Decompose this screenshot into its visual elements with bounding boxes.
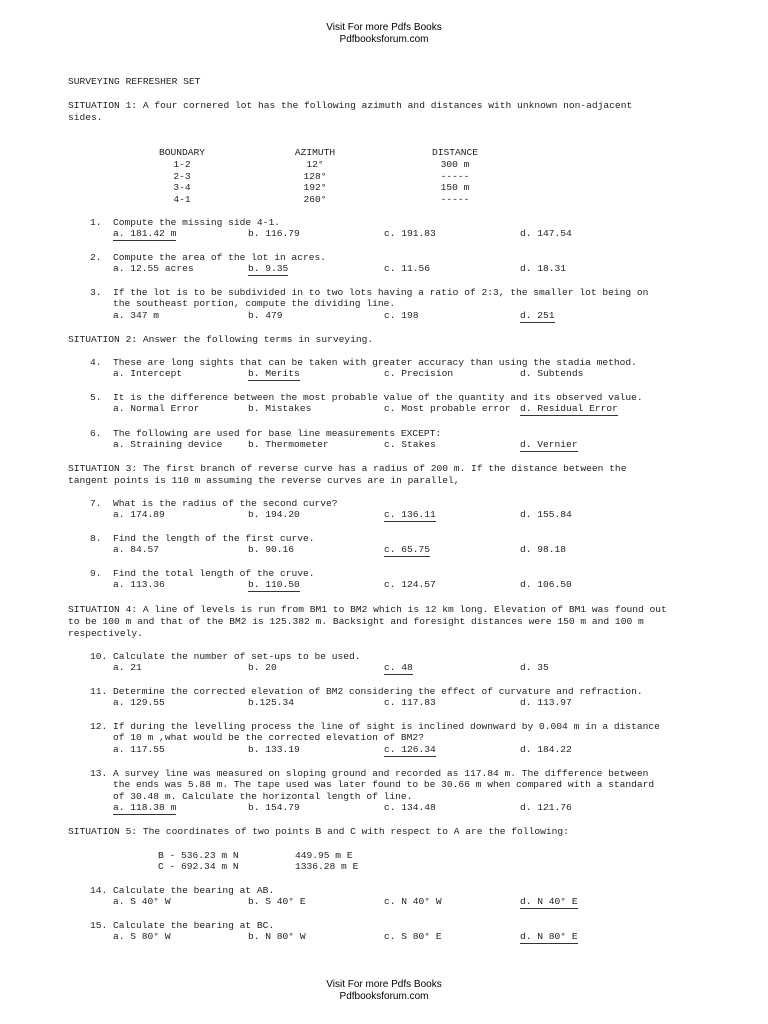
question-text-cont: of 30.48 m. Calculate the horizontal length of line. (113, 791, 413, 802)
choice-d: d. 106.50 (520, 579, 572, 590)
question-number: 2. (90, 252, 102, 263)
choice-a-answer: a. 181.42 m (113, 228, 177, 239)
choice-c: c. 198 (384, 310, 419, 321)
question-number: 11. (90, 686, 108, 697)
question-number: 12. (90, 721, 108, 732)
table-header-distance: DISTANCE (431, 147, 479, 158)
header-line-1: Visit For more Pdfs Books (326, 22, 442, 33)
choice-a: a. 129.55 (113, 697, 165, 708)
choice-a: a. 84.57 (113, 544, 160, 555)
choice-b: b. N 80° W (248, 931, 306, 942)
situation-1-text: SITUATION 1: A four cornered lot has the following azimuth and distances with unknown non-adjacent (68, 100, 633, 111)
choice-a-answer: a. 118.38 m (113, 802, 177, 813)
choice-c-answer: c. 65.75 (384, 544, 431, 555)
choice-c: c. 124.57 (384, 579, 436, 590)
choice-d: d. 35 (520, 662, 549, 673)
choice-d-answer: d. N 80° E (520, 931, 578, 942)
question-number: 14. (90, 885, 108, 896)
question-text: Compute the area of the lot in acres. (113, 252, 327, 263)
choice-a: a. Straining device (113, 439, 223, 450)
choice-a: a. 174.89 (113, 509, 165, 520)
coordinate-c-east: 1336.28 m E (295, 861, 359, 872)
choice-d-answer: d. 251 (520, 310, 555, 321)
question-text: What is the radius of the second curve? (113, 498, 338, 509)
table-cell: ----- (440, 194, 470, 205)
choice-c: c. Precision (384, 368, 454, 379)
question-text: Determine the corrected elevation of BM2 considering the effect of curvature and refraction. (113, 686, 643, 697)
situation-1-text-cont: sides. (68, 112, 103, 123)
choice-b: b. S 40° E (248, 896, 306, 907)
situation-2-text: SITUATION 2: Answer the following terms in surveying. (68, 334, 374, 345)
question-text: Compute the missing side 4-1. (113, 217, 280, 228)
choice-b: b. 194.20 (248, 509, 300, 520)
question-text: A survey line was measured on sloping ground and recorded as 117.84 m. The difference between (113, 768, 649, 779)
table-cell: ----- (440, 171, 470, 182)
question-number: 7. (90, 498, 102, 509)
question-number: 10. (90, 651, 108, 662)
question-number: 15. (90, 920, 108, 931)
choice-b: b. 116.79 (248, 228, 300, 239)
choice-b-answer: b. 110.50 (248, 579, 300, 590)
choice-a: a. 347 m (113, 310, 160, 321)
question-number: 4. (90, 357, 102, 368)
coordinate-b-north: B - 536.23 m N (158, 850, 239, 861)
table-cell: 128° (303, 171, 327, 182)
question-number: 1. (90, 217, 102, 228)
choice-c: c. Stakes (384, 439, 436, 450)
choice-b-answer: b. Merits (248, 368, 300, 379)
question-text: If during the levelling process the line of sight is inclined downward by 0.004 m in a distance (113, 721, 660, 732)
question-number: 13. (90, 768, 108, 779)
table-header-boundary: BOUNDARY (158, 147, 206, 158)
table-cell: 2-3 (173, 171, 191, 182)
table-cell: 192° (303, 182, 327, 193)
choice-d: d. 18.31 (520, 263, 567, 274)
question-number: 9. (90, 568, 102, 579)
question-text: Calculate the bearing at BC. (113, 920, 275, 931)
choice-d: d. 155.84 (520, 509, 572, 520)
table-cell: 12° (306, 159, 324, 170)
choice-b: b.125.34 (248, 697, 295, 708)
question-number: 3. (90, 287, 102, 298)
header-line-2: Pdfbooksforum.com (339, 34, 429, 45)
question-text-cont: of 10 m ,what would be the corrected elevation of BM2? (113, 732, 424, 743)
question-text: Calculate the bearing at AB. (113, 885, 275, 896)
choice-d-answer: d. Residual Error (520, 403, 618, 414)
question-number: 8. (90, 533, 102, 544)
question-number: 5. (90, 392, 102, 403)
choice-d-answer: d. N 40° E (520, 896, 578, 907)
choice-b: b. 20 (248, 662, 277, 673)
choice-d: d. Subtends (520, 368, 584, 379)
choice-a: a. S 40° W (113, 896, 171, 907)
choice-c: c. 134.48 (384, 802, 436, 813)
choice-b: b. Thermometer (248, 439, 329, 450)
footer-line-2: Pdfbooksforum.com (339, 991, 429, 1002)
choice-c-answer: c. 126.34 (384, 744, 436, 755)
choice-d: d. 121.76 (520, 802, 572, 813)
choice-c: c. Most probable error (384, 403, 511, 414)
table-cell: 4-1 (173, 194, 191, 205)
choice-a: a. Intercept (113, 368, 183, 379)
table-cell: 300 m (440, 159, 470, 170)
situation-5-text: SITUATION 5: The coordinates of two points B and C with respect to A are the following: (68, 826, 569, 837)
coordinate-b-east: 449.95 m E (295, 850, 353, 861)
choice-c: c. 191.83 (384, 228, 436, 239)
question-text: These are long sights that can be taken with greater accuracy than using the stadia method. (113, 357, 637, 368)
question-text-cont: the southeast portion, compute the dividing line. (113, 298, 396, 309)
choice-c: c. N 40° W (384, 896, 442, 907)
choice-c: c. 11.56 (384, 263, 431, 274)
choice-d: d. 147.54 (520, 228, 572, 239)
choice-b-answer: b. 9.35 (248, 263, 289, 274)
choice-d-answer: d. Vernier (520, 439, 578, 450)
choice-c: c. S 80° E (384, 931, 442, 942)
table-cell: 1-2 (173, 159, 191, 170)
choice-b: b. Mistakes (248, 403, 312, 414)
situation-4-text-cont: to be 100 m and that of the BM2 is 125.382 m. Backsight and foresight distances were 150 m and 100 m (68, 616, 644, 627)
choice-a: a. 12.55 acres (113, 263, 194, 274)
choice-a: a. 113.36 (113, 579, 165, 590)
question-number: 6. (90, 428, 102, 439)
question-text: The following are used for base line measurements EXCEPT: (113, 428, 442, 439)
situation-3-text: SITUATION 3: The first branch of reverse curve has a radius of 200 m. If the distance between the (68, 463, 627, 474)
table-cell: 260° (303, 194, 327, 205)
table-header-azimuth: AZIMUTH (294, 147, 336, 158)
document-title: SURVEYING REFRESHER SET (68, 76, 201, 87)
choice-a: a. 117.55 (113, 744, 165, 755)
question-text-cont: the ends was 5.88 m. The tape used was later found to be 30.66 m when compared with a standard (113, 779, 655, 790)
footer-line-1: Visit For more Pdfs Books (326, 979, 442, 990)
question-text: Calculate the number of set-ups to be used. (113, 651, 361, 662)
choice-d: d. 113.97 (520, 697, 572, 708)
table-cell: 150 m (440, 182, 470, 193)
choice-a: a. Normal Error (113, 403, 200, 414)
choice-a: a. S 80° W (113, 931, 171, 942)
choice-b: b. 479 (248, 310, 283, 321)
coordinate-c-north: C - 692.34 m N (158, 861, 239, 872)
situation-4-text-cont: respectively. (68, 628, 143, 639)
question-text: It is the difference between the most probable value of the quantity and its observed value. (113, 392, 643, 403)
choice-c-answer: c. 48 (384, 662, 413, 673)
choice-d: d. 184.22 (520, 744, 572, 755)
choice-c-answer: c. 136.11 (384, 509, 436, 520)
choice-c: c. 117.83 (384, 697, 436, 708)
question-text: Find the total length of the cruve. (113, 568, 315, 579)
question-text: If the lot is to be subdivided in to two lots having a ratio of 2:3, the smaller lot being on (113, 287, 649, 298)
choice-b: b. 154.79 (248, 802, 300, 813)
choice-d: d. 98.18 (520, 544, 567, 555)
situation-4-text: SITUATION 4: A line of levels is run from BM1 to BM2 which is 12 km long. Elevation of BM1 was found out (68, 604, 667, 615)
choice-a: a. 21 (113, 662, 142, 673)
choice-b: b. 133.19 (248, 744, 300, 755)
situation-3-text-cont: tangent points is 110 m assuming the reverse curves are in parallel, (68, 475, 460, 486)
choice-b: b. 90.16 (248, 544, 295, 555)
question-text: Find the length of the first curve. (113, 533, 315, 544)
table-cell: 3-4 (173, 182, 191, 193)
